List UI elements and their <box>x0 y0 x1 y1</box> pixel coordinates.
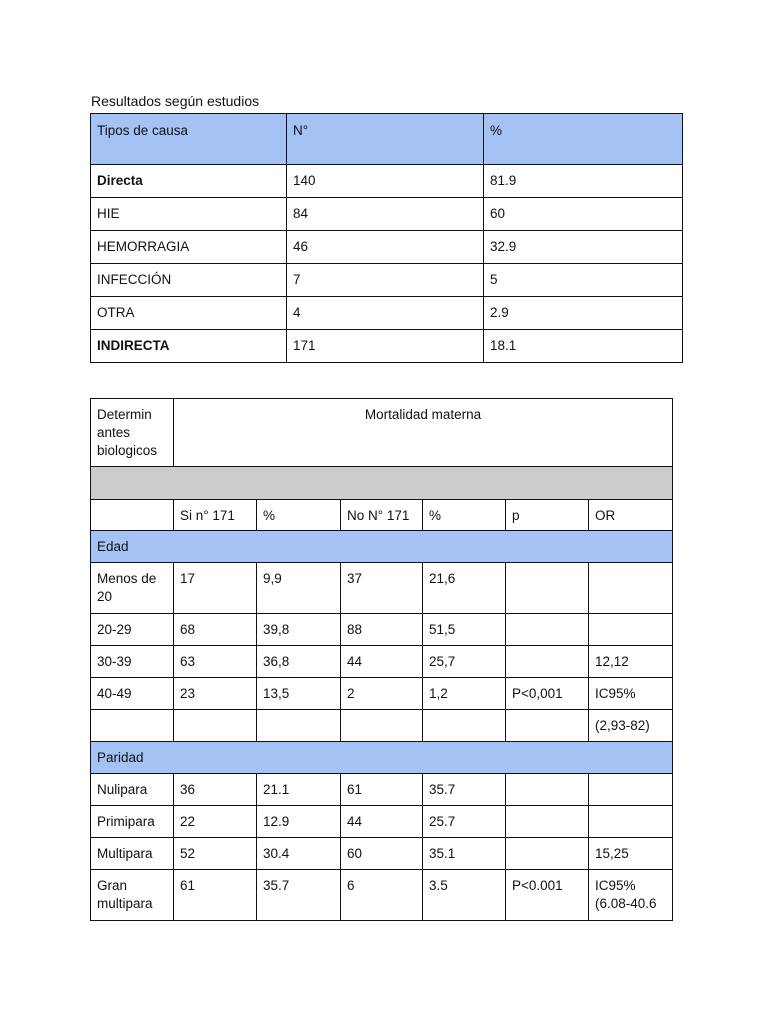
cell-or: 12,12 <box>589 646 673 678</box>
table-row <box>91 330 683 363</box>
cell-si-pct <box>257 710 341 742</box>
table-row <box>91 774 673 806</box>
cell-no-pct <box>423 710 506 742</box>
cell-no-pct: 1,2 <box>423 678 506 710</box>
cell-no-pct: 3.5 <box>423 870 506 921</box>
cell-no: 60 <box>341 838 423 870</box>
section-row-paridad <box>91 742 673 774</box>
cell-no-pct: 51,5 <box>423 614 506 646</box>
cell-label: Primipara <box>91 806 174 838</box>
cell-numero: 7 <box>287 264 484 297</box>
cell-or <box>589 614 673 646</box>
cell-si-pct: 12.9 <box>257 806 341 838</box>
cell-label: 20-29 <box>91 614 174 646</box>
table-row <box>91 614 673 646</box>
header-porcentaje: % <box>484 114 683 165</box>
cell-si <box>174 710 257 742</box>
cell-si-pct: 13,5 <box>257 678 341 710</box>
cell-no-pct: 25,7 <box>423 646 506 678</box>
subheader-no-pct: % <box>423 500 506 531</box>
title-row <box>91 399 673 467</box>
cell-p <box>506 710 589 742</box>
cell-causa: INDIRECTA <box>91 330 287 363</box>
cell-no-pct: 35.7 <box>423 774 506 806</box>
header-tipos-de-causa: Tipos de causa <box>91 114 287 165</box>
subheader-si: Si n° 171 <box>174 500 257 531</box>
table-row <box>91 297 683 330</box>
cell-p <box>506 646 589 678</box>
cell-no: 6 <box>341 870 423 921</box>
cell-causa: OTRA <box>91 297 287 330</box>
subheader-blank <box>91 500 174 531</box>
cell-numero: 140 <box>287 165 484 198</box>
cell-si-pct: 9,9 <box>257 563 341 614</box>
section-label-paridad: Paridad <box>91 742 673 774</box>
cell-no: 88 <box>341 614 423 646</box>
cell-si-pct: 21.1 <box>257 774 341 806</box>
cell-no <box>341 710 423 742</box>
table-row <box>91 231 683 264</box>
cell-si-pct: 36,8 <box>257 646 341 678</box>
cell-si: 17 <box>174 563 257 614</box>
cell-si-pct: 30.4 <box>257 838 341 870</box>
cell-or <box>589 563 673 614</box>
cell-label: Menos de 20 <box>91 563 174 614</box>
cell-label: Multipara <box>91 838 174 870</box>
table-row <box>91 806 673 838</box>
table-row <box>91 870 673 921</box>
cell-or: IC95% (6.08-40.6 <box>589 870 673 921</box>
cell-si: 52 <box>174 838 257 870</box>
cell-causa: HEMORRAGIA <box>91 231 287 264</box>
cell-no: 61 <box>341 774 423 806</box>
section-row-edad <box>91 531 673 563</box>
cell-p <box>506 563 589 614</box>
cell-label: 40-49 <box>91 678 174 710</box>
cell-no: 44 <box>341 646 423 678</box>
subheader-p: p <box>506 500 589 531</box>
cell-si: 22 <box>174 806 257 838</box>
cell-p <box>506 806 589 838</box>
cell-p <box>506 774 589 806</box>
cell-porcentaje: 60 <box>484 198 683 231</box>
cell-si: 61 <box>174 870 257 921</box>
cell-label <box>91 710 174 742</box>
causes-table <box>90 113 683 363</box>
subheader-row <box>91 500 673 531</box>
table-row <box>91 678 673 710</box>
cell-label: 30-39 <box>91 646 174 678</box>
cell-si-pct: 35.7 <box>257 870 341 921</box>
cell-no: 44 <box>341 806 423 838</box>
subheader-no: No N° 171 <box>341 500 423 531</box>
cell-porcentaje: 81.9 <box>484 165 683 198</box>
mortality-table <box>90 398 673 921</box>
table-row <box>91 710 673 742</box>
subheader-or: OR <box>589 500 673 531</box>
spacer-cell <box>91 467 673 500</box>
cell-causa: INFECCIÓN <box>91 264 287 297</box>
cell-si: 68 <box>174 614 257 646</box>
cell-no: 37 <box>341 563 423 614</box>
table-row <box>91 563 673 614</box>
cell-porcentaje: 18.1 <box>484 330 683 363</box>
table-row <box>91 198 683 231</box>
cell-porcentaje: 5 <box>484 264 683 297</box>
gray-spacer-row <box>91 467 673 500</box>
table-header-row <box>91 114 683 165</box>
cell-si: 63 <box>174 646 257 678</box>
cell-mortalidad-materna: Mortalidad materna <box>174 399 673 467</box>
cell-numero: 171 <box>287 330 484 363</box>
table-row <box>91 165 683 198</box>
cell-causa: HIE <box>91 198 287 231</box>
cell-numero: 4 <box>287 297 484 330</box>
cell-causa: Directa <box>91 165 287 198</box>
cell-or <box>589 806 673 838</box>
cell-label: Gran multipara <box>91 870 174 921</box>
table-row <box>91 838 673 870</box>
cell-label: Nulipara <box>91 774 174 806</box>
cell-p: P<0,001 <box>506 678 589 710</box>
cell-numero: 46 <box>287 231 484 264</box>
cell-p <box>506 838 589 870</box>
cell-numero: 84 <box>287 198 484 231</box>
cell-or: 15,25 <box>589 838 673 870</box>
cell-no-pct: 25.7 <box>423 806 506 838</box>
cell-si: 36 <box>174 774 257 806</box>
cell-determinantes: Determin antes biologicos <box>91 399 174 467</box>
subheader-si-pct: % <box>257 500 341 531</box>
cell-porcentaje: 2.9 <box>484 297 683 330</box>
cell-or <box>589 774 673 806</box>
cell-p: P<0.001 <box>506 870 589 921</box>
section-label-edad: Edad <box>91 531 673 563</box>
cell-or: IC95% <box>589 678 673 710</box>
cell-no-pct: 21,6 <box>423 563 506 614</box>
cell-si: 23 <box>174 678 257 710</box>
cell-p <box>506 614 589 646</box>
cell-si-pct: 39,8 <box>257 614 341 646</box>
cell-no-pct: 35.1 <box>423 838 506 870</box>
header-numero: N° <box>287 114 484 165</box>
table-caption: Resultados según estudios <box>91 93 260 109</box>
table-row <box>91 264 683 297</box>
cell-porcentaje: 32.9 <box>484 231 683 264</box>
table-row <box>91 646 673 678</box>
cell-or: (2,93-82) <box>589 710 673 742</box>
cell-no: 2 <box>341 678 423 710</box>
